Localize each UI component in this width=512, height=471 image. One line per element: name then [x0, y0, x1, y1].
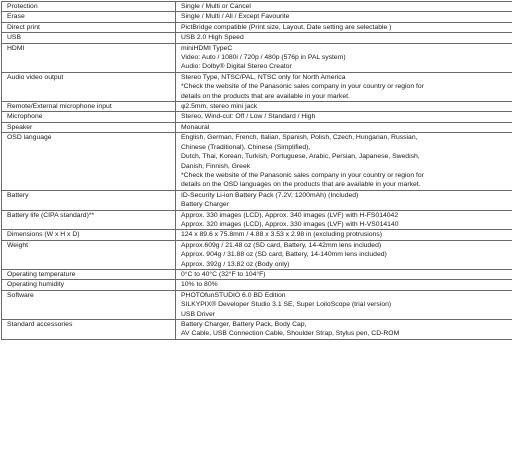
spec-label: Software — [2, 290, 176, 319]
spec-value — [176, 43, 512, 72]
spec-row — [2, 33, 512, 43]
spec-row — [2, 240, 512, 269]
spec-label: Speaker — [2, 122, 176, 132]
spec-row — [2, 122, 512, 132]
spec-value-line: Battery Charger — [181, 201, 229, 209]
spec-value — [176, 122, 512, 132]
spec-value-line: Single / Multi / All / Except Favourite — [181, 13, 290, 21]
spec-row — [2, 210, 512, 230]
spec-label: Erase — [2, 12, 176, 22]
spec-row — [2, 22, 512, 32]
spec-label: Remote/External microphone input — [2, 102, 176, 112]
spec-row — [2, 133, 512, 190]
spec-row — [2, 280, 512, 290]
spec-value-line: USB 2.0 High Speed — [181, 34, 244, 42]
spec-value — [176, 269, 512, 279]
spec-value — [176, 230, 512, 240]
spec-value — [176, 320, 512, 340]
spec-value-line: *Check the website of the Panasonic sales company in your country or region for — [181, 171, 424, 179]
spec-value-line: PHOTOfunSTUDIO 6.0 BD Edition — [181, 291, 286, 299]
spec-row — [2, 230, 512, 240]
spec-label: Operating humidity — [2, 280, 176, 290]
specifications-table — [1, 1, 512, 340]
spec-label: Direct print — [2, 22, 176, 32]
spec-label: Operating temperature — [2, 269, 176, 279]
spec-value-line: details on the OSD languages on the products that are available in your market. — [181, 181, 421, 189]
spec-value-line: 0°C to 40°C (32°F to 104°F) — [181, 270, 266, 278]
spec-label: HDMI — [2, 43, 176, 72]
spec-value — [176, 240, 512, 269]
spec-row — [2, 43, 512, 72]
spec-value-line: Approx. 392g / 13.82 oz (Body only) — [181, 260, 290, 268]
spec-value — [176, 290, 512, 319]
spec-value-line: Audio: Dolby® Digital Stereo Creator — [181, 63, 292, 71]
spec-value-line: English, German, French, Italian, Spanish, Polish, Czech, Hungarian, Russian, — [181, 134, 418, 142]
spec-label: Microphone — [2, 112, 176, 122]
spec-row — [2, 72, 512, 101]
spec-value-line: Battery Charger, Battery Pack, Body Cap, — [181, 321, 307, 328]
spec-value-line: 124 x 89.6 x 75.8mm / 4.88 x 3.53 x 2.98 in (excluding protrusions) — [181, 231, 382, 239]
spec-value-line: Video: Auto / 1080i / 720p / 480p (576p in PAL system) — [181, 54, 346, 62]
spec-value-line: Stereo Type, NTSC/PAL, NTSC only for North America — [181, 73, 346, 81]
spec-value — [176, 102, 512, 112]
spec-label: Audio video output — [2, 72, 176, 101]
spec-row — [2, 190, 512, 210]
spec-value-line: 10% to 80% — [181, 281, 218, 289]
spec-label: Weight — [2, 240, 176, 269]
spec-row — [2, 112, 512, 122]
spec-value-line: SILKYPIX® Developer Studio 3.1 SE, Super LoiloScope (trial version) — [181, 301, 392, 309]
spec-row — [2, 290, 512, 319]
spec-value-line: Approx.609g / 21.48 oz (SD card, Battery, 14-42mm lens included) — [181, 241, 382, 249]
spec-row — [2, 269, 512, 279]
spec-label: OSD language — [2, 133, 176, 190]
spec-label: Battery — [2, 190, 176, 210]
spec-value-line: Danish, Finnish, Greek — [181, 162, 251, 170]
spec-value-line: USB Driver — [181, 310, 215, 318]
spec-value-line: miniHDMI TypeC — [181, 44, 233, 52]
spec-value-line: Chinese (Traditional), Chinese (Simplified), — [181, 143, 311, 151]
spec-label: Dimensions (W x H x D) — [2, 230, 176, 240]
spec-value-line: φ2.5mm, stereo mini jack — [181, 103, 258, 111]
spec-value — [176, 133, 512, 190]
spec-value — [176, 12, 512, 22]
spec-value-line: PictBridge compatible (Print size, Layout, Date setting are selectable ) — [181, 23, 392, 31]
spec-value-line: Stereo, Wind-cut: Off / Low / Standard / High — [181, 113, 316, 121]
spec-value-line: ID-Security Li-ion Battery Pack (7.2V, 1200mAh) (Included) — [181, 191, 359, 199]
spec-value-line: AV Cable, USB Connection Cable, Shoulder Strap, Stylus pen, CD-ROM — [181, 330, 400, 338]
spec-value-line: Dutch, Thai, Korean, Turkish, Portuguese, Arabic, Persian, Japanese, Swedish, — [181, 153, 420, 161]
spec-row — [2, 320, 512, 340]
spec-label: USB — [2, 33, 176, 43]
spec-label: Protection — [2, 2, 176, 12]
spec-value — [176, 210, 512, 230]
spec-row — [2, 102, 512, 112]
spec-label: Standard accessories — [2, 320, 176, 340]
spec-value-line: Monaural — [181, 123, 210, 131]
spec-value-line: Approx. 904g / 31.88 oz (SD card, Battery, 14-140mm lens included) — [181, 251, 387, 259]
spec-value — [176, 33, 512, 43]
specifications-table-body — [2, 2, 512, 340]
spec-value-line: Single / Multi or Cancel — [181, 3, 251, 10]
spec-value-line: details on the products that are available in your market. — [181, 92, 350, 100]
spec-value — [176, 2, 512, 12]
spec-value-line: *Check the website of the Panasonic sales company in your country or region for — [181, 83, 424, 91]
spec-row — [2, 12, 512, 22]
spec-value — [176, 112, 512, 122]
spec-row — [2, 2, 512, 12]
spec-value — [176, 190, 512, 210]
spec-value — [176, 72, 512, 101]
spec-value-line: Approx. 320 images (LCD), Approx. 330 images (LVF) with H-VS014140 — [181, 220, 399, 228]
spec-value-line: Approx. 330 images (LCD), Approx. 340 images (LVF) with H-FS014042 — [181, 211, 399, 219]
spec-value — [176, 280, 512, 290]
spec-value — [176, 22, 512, 32]
spec-label: Battery life (CIPA standard)** — [2, 210, 176, 230]
